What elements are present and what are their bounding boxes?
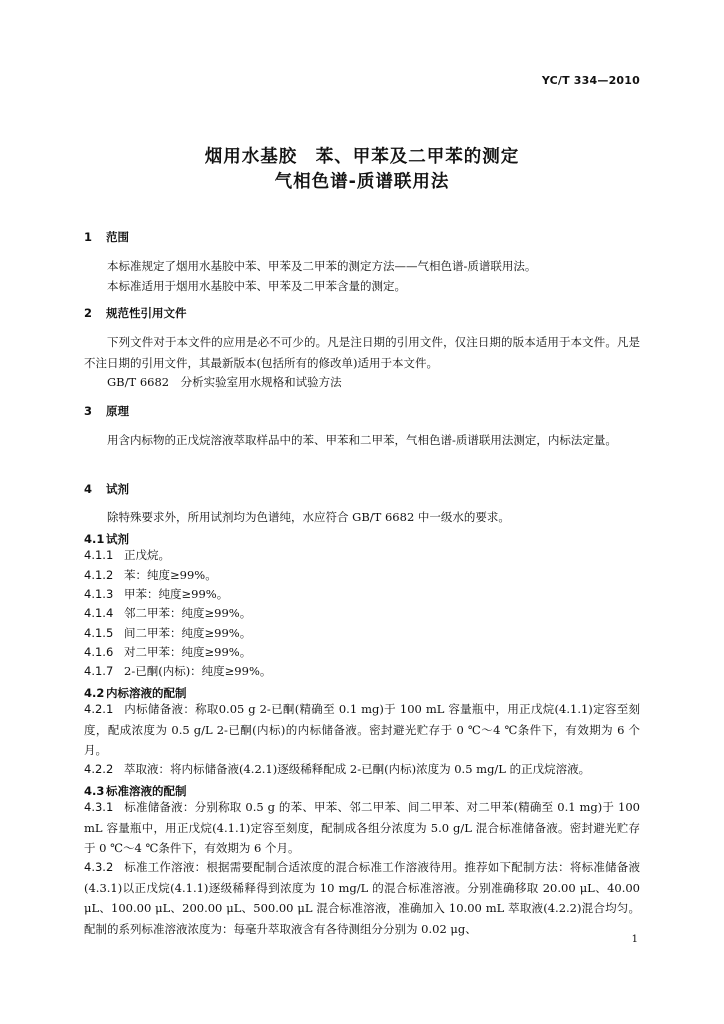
paragraph: 本标准适用于烟用水基胶中苯、甲苯及二甲苯含量的测定。 xyxy=(107,279,406,293)
paragraph: 用含内标物的正戊烷溶液萃取样品中的苯、甲苯和二甲苯，气相色谱-质谱联用法测定，内标法定量。 xyxy=(107,433,617,447)
list-item xyxy=(84,699,640,761)
section-number: 4 xyxy=(84,482,93,496)
item-number: 4.1.3 xyxy=(84,587,114,601)
section-heading-principle xyxy=(84,403,129,419)
item-number: 4.2.1 xyxy=(84,702,114,716)
page-number: 1 xyxy=(631,934,638,945)
reference-item: GB/T 6682 分析实验室用水规格和试验方法 xyxy=(107,375,342,389)
item-text: 标准储备液：分别称取 0.5 g 的苯、甲苯、邻二甲苯、间二甲苯、对二甲苯(精确至 0.1 mg)于 100 mL 容量瓶中，用正戊烷(4.1.1)定容至刻度，配制成各组分浓度为 5.0 g/L 混合标准储备液。密封避光贮存于 0 ℃～4 ℃条件下，有效期为 6 个月。 xyxy=(84,800,640,855)
item-text: 甲苯：纯度≥99%。 xyxy=(124,587,229,601)
section-number: 1 xyxy=(84,230,93,244)
item-text: 间二甲苯：纯度≥99%。 xyxy=(124,626,252,640)
item-number: 4.2.2 xyxy=(84,762,114,776)
list-item xyxy=(84,565,640,586)
standard-code: YC/T 334—2010 xyxy=(541,74,640,87)
list-item xyxy=(84,603,640,624)
list-item xyxy=(84,797,640,859)
item-text: 邻二甲苯：纯度≥99%。 xyxy=(124,606,252,620)
item-text: 标准工作溶液：根据需要配制合适浓度的混合标准工作溶液待用。推荐如下配制方法：将标准储备液(4.3.1)以正戊烷(4.1.1)逐级稀释得到浓度为 10 mg/L 的混合标准溶液。分别准确移取 20.00 μL、40.00 μL、100.00 μL、200.00 μL、500.00 μL 混合标准溶液，准确加入 10.00 mL 萃取液(4.2.2)混合均匀。配制的系列标准溶液浓度为：每毫升萃取液含有各待测组分分别为 0.02 μg、 xyxy=(84,860,640,936)
item-number: 4.1.2 xyxy=(84,568,114,582)
section-heading-reagents xyxy=(84,481,129,497)
item-text: 萃取液：将内标储备液(4.2.1)逐级稀释配成 2-已酮(内标)浓度为 0.5 mg/L 的正戊烷溶液。 xyxy=(124,762,591,776)
section-heading-normative-references xyxy=(84,305,187,321)
item-text: 正戊烷。 xyxy=(124,548,170,562)
item-number: 4.1.1 xyxy=(84,548,114,562)
item-text: 苯：纯度≥99%。 xyxy=(124,568,217,582)
section-title: 试剂 xyxy=(106,482,129,496)
list-item xyxy=(84,759,640,780)
subsection-number: 4.2 xyxy=(84,686,105,700)
list-item xyxy=(84,545,640,566)
subsection-title: 内标溶液的配制 xyxy=(106,686,187,700)
item-text: 对二甲苯：纯度≥99%。 xyxy=(124,645,252,659)
list-item xyxy=(84,584,640,605)
item-number: 4.1.4 xyxy=(84,606,114,620)
item-text: 2-已酮(内标)：纯度≥99%。 xyxy=(124,664,272,678)
section-title: 原理 xyxy=(106,404,129,418)
section-heading-scope xyxy=(84,229,129,245)
subsection-number: 4.1 xyxy=(84,532,105,546)
document-title-line1: 烟用水基胶 苯、甲苯及二甲苯的测定 xyxy=(204,147,520,167)
item-number: 4.3.1 xyxy=(84,800,114,814)
list-item xyxy=(84,661,640,682)
subsection-title: 标准溶液的配制 xyxy=(106,784,187,798)
paragraph: 除特殊要求外，所用试剂均为色谱纯，水应符合 GB/T 6682 中一级水的要求。 xyxy=(107,510,510,524)
document-title-line2: 气相色谱-质谱联用法 xyxy=(274,172,450,192)
item-number: 4.1.7 xyxy=(84,664,114,678)
paragraph: 下列文件对于本文件的应用是必不可少的。凡是注日期的引用文件，仅注日期的版本适用于本文件。凡是不注日期的引用文件，其最新版本(包括所有的修改单)适用于本文件。 xyxy=(84,335,640,370)
list-item xyxy=(84,642,640,663)
section-title: 范围 xyxy=(106,230,129,244)
item-number: 4.3.2 xyxy=(84,860,114,874)
item-text: 内标储备液：称取0.05 g 2-已酮(精确至 0.1 mg)于 100 mL 容量瓶中，用正戊烷(4.1.1)定容至刻度，配成浓度为 0.5 g/L 2-已酮(内标)的内标储备液。密封避光贮存于 0 ℃～4 ℃条件下，有效期为 6 个月。 xyxy=(84,702,640,757)
subsection-number: 4.3 xyxy=(84,784,105,798)
list-item xyxy=(84,623,640,644)
section-title: 规范性引用文件 xyxy=(106,306,187,320)
subsection-title: 试剂 xyxy=(106,532,129,546)
item-number: 4.1.5 xyxy=(84,626,114,640)
section-number: 3 xyxy=(84,404,93,418)
list-item xyxy=(84,857,640,939)
paragraph: 本标准规定了烟用水基胶中苯、甲苯及二甲苯的测定方法——气相色谱-质谱联用法。 xyxy=(107,259,537,273)
item-number: 4.1.6 xyxy=(84,645,114,659)
section-number: 2 xyxy=(84,306,93,320)
